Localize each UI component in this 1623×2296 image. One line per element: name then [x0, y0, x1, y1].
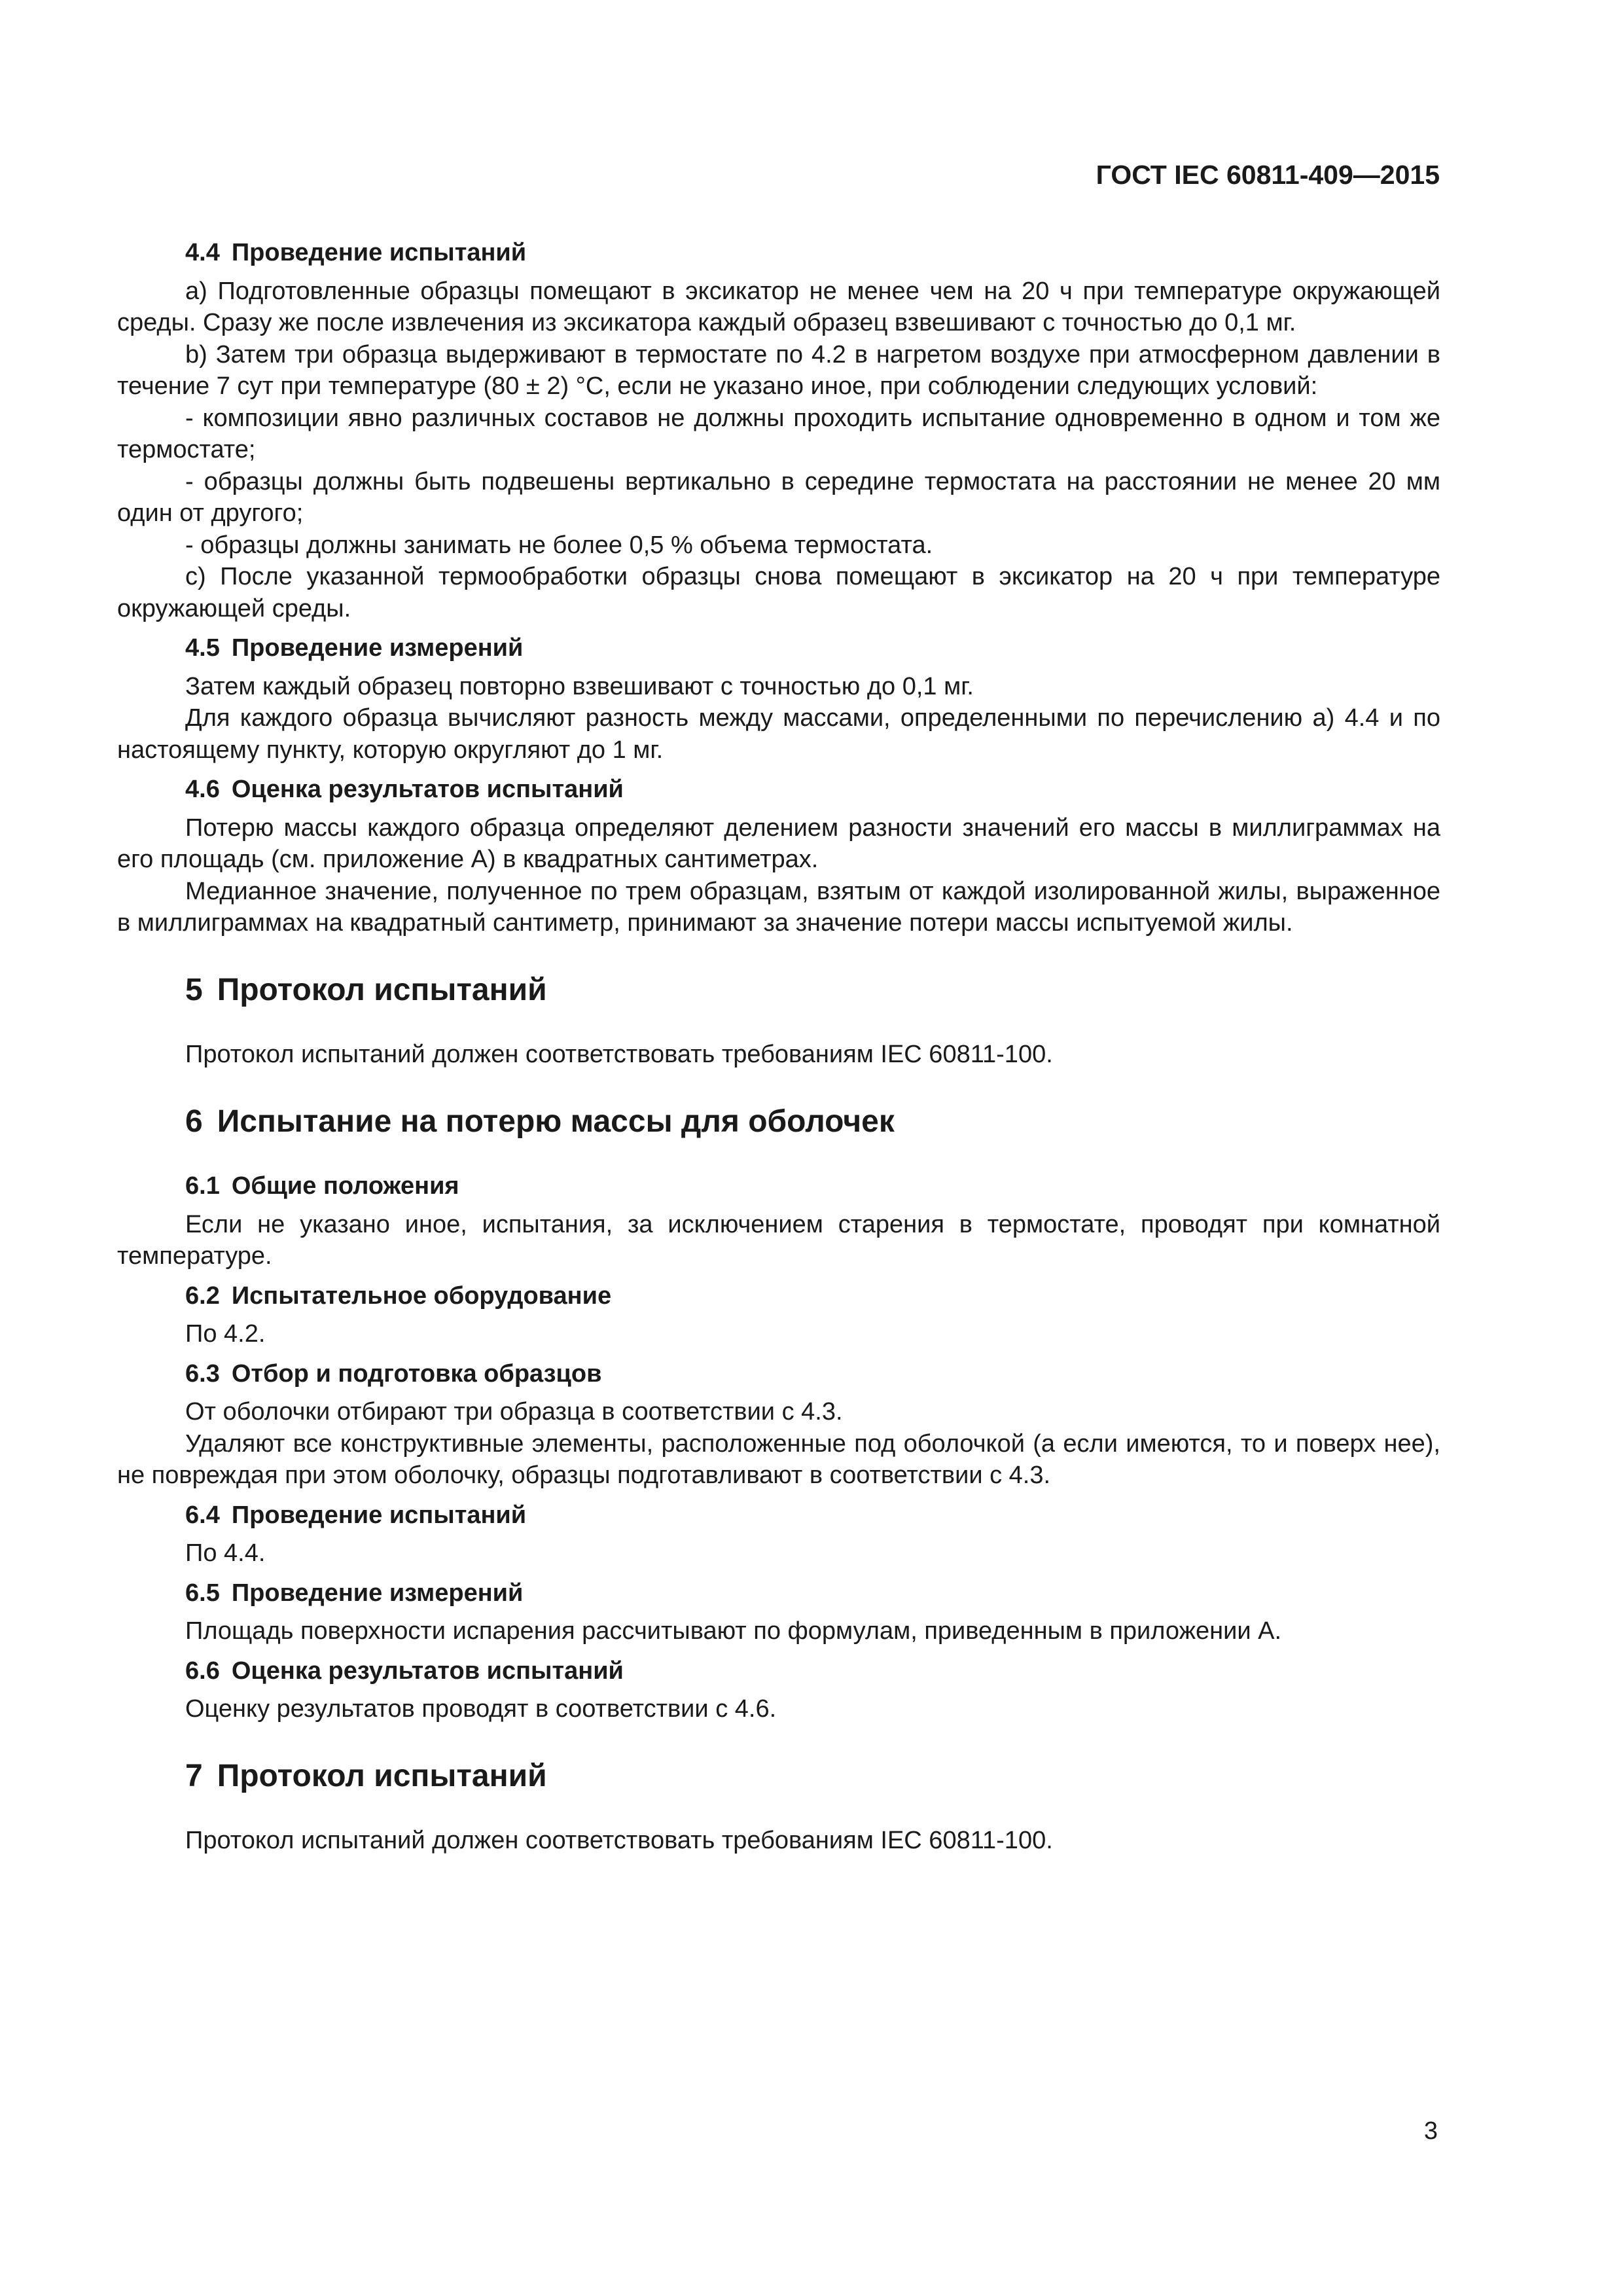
section-title: Оценка результатов испытаний: [231, 776, 624, 803]
paragraph: c) После указанной термообработки образцы снова помещают в эксикатор на 20 ч при температуре окружающей среды.: [117, 563, 1440, 622]
paragraph: Протокол испытаний должен соответствовать требованиям IEC 60811-100.: [185, 1041, 1053, 1068]
section-title: Проведение измерений: [231, 634, 524, 662]
paragraph: Оценку результатов проводят в соответствии с 4.6.: [185, 1695, 777, 1723]
section-heading-6-3: [117, 1358, 1440, 1390]
document-header: ГОСТ IEC 60811-409—2015: [1096, 160, 1440, 190]
section-title: Испытание на потерю массы для оболочек: [217, 1103, 895, 1139]
paragraph: Для каждого образца вычисляют разность между массами, определенными по перечислению а) 4.4 и по настоящему пункту, которую округляют до 1 мг.: [117, 704, 1440, 764]
section-title: Общие положения: [231, 1172, 459, 1200]
paragraph: Протокол испытаний должен соответствовать требованиям IEC 60811-100.: [185, 1827, 1053, 1854]
paragraph: От оболочки отбирают три образца в соответствии с 4.3.: [185, 1398, 843, 1426]
section-number: 4.5: [185, 634, 220, 662]
section-title: Протокол испытаний: [217, 1758, 547, 1793]
section-title: Отбор и подготовка образцов: [231, 1359, 602, 1388]
section-number: 6.2: [185, 1282, 220, 1310]
section-title: Проведение испытаний: [231, 1501, 527, 1529]
section-title: Оценка результатов испытаний: [231, 1657, 624, 1685]
section-heading-4-4: [117, 237, 1440, 269]
section-title: Испытательное оборудование: [231, 1282, 612, 1310]
paragraph: По 4.2.: [185, 1320, 266, 1348]
section-number: 6: [185, 1103, 203, 1139]
section-number: 6.3: [185, 1359, 220, 1388]
section-heading-6-4: [117, 1499, 1440, 1532]
section-heading-6-2: [117, 1280, 1440, 1312]
list-item: - композиции явно различных составов не должны проходить испытание одновременно в одном и том же термостате;: [117, 404, 1440, 463]
paragraph: b) Затем три образца выдерживают в термостате по 4.2 в нагретом воздухе при атмосферном давлении в течение 7 сут при температуре (80 ± 2) °С, если не указано иное, при соблюдении следующих условий:: [117, 340, 1440, 400]
section-number: 7: [185, 1758, 203, 1793]
section-number: 4.6: [185, 776, 220, 803]
section-heading-6-6: [117, 1655, 1440, 1687]
section-heading-6: [117, 1103, 1440, 1139]
list-item: - образцы должны занимать не более 0,5 % объема термостата.: [185, 531, 933, 559]
paragraph: Удаляют все конструктивные элементы, расположенные под оболочкой (а если имеются, то и поверх нее), не повреждая при этом оболочку, образцы подготавливают в соответствии с 4.3.: [117, 1429, 1440, 1489]
section-number: 4.4: [185, 239, 220, 266]
section-number: 6.5: [185, 1579, 220, 1607]
section-heading-4-5: [117, 632, 1440, 664]
list-item: - образцы должны быть подвешены вертикально в середине термостата на расстоянии не менее 20 мм один от другого;: [117, 467, 1440, 527]
paragraph: По 4.4.: [185, 1539, 266, 1567]
section-heading-7: [117, 1758, 1440, 1793]
section-title: Протокол испытаний: [217, 972, 547, 1007]
section-title: Проведение испытаний: [231, 239, 527, 266]
section-title: Проведение измерений: [231, 1579, 524, 1607]
section-heading-5: [117, 972, 1440, 1007]
paragraph: Если не указано иное, испытания, за исключением старения в термостате, проводят при комнатной температуре.: [117, 1210, 1440, 1270]
section-heading-6-1: [117, 1170, 1440, 1202]
paragraph: a) Подготовленные образцы помещают в эксикатор не менее чем на 20 ч при температуре окружающей среды. Сразу же после извлечения из эксикатора каждый образец взвешивают с точностью до 0,1 мг.: [117, 277, 1440, 336]
paragraph: Площадь поверхности испарения рассчитывают по формулам, приведенным в приложении А.: [185, 1617, 1282, 1645]
section-number: 6.1: [185, 1172, 220, 1200]
section-number: 5: [185, 972, 203, 1007]
paragraph: Затем каждый образец повторно взвешивают с точностью до 0,1 мг.: [185, 672, 974, 700]
section-number: 6.6: [185, 1657, 220, 1685]
page-number: 3: [1423, 2117, 1438, 2145]
document-body: [117, 229, 1440, 1857]
section-heading-4-6: [117, 774, 1440, 806]
paragraph: Потерю массы каждого образца определяют делением разности значений его массы в миллиграммах на его площадь (см. приложение А) в квадратных сантиметрах.: [117, 814, 1440, 873]
section-heading-6-5: [117, 1577, 1440, 1609]
paragraph: Медианное значение, полученное по трем образцам, взятым от каждой изолированной жилы, выраженное в миллиграммах на квадратный сантиметр, принимают за значение потери массы испытуемой жилы.: [117, 877, 1440, 937]
section-number: 6.4: [185, 1501, 220, 1529]
